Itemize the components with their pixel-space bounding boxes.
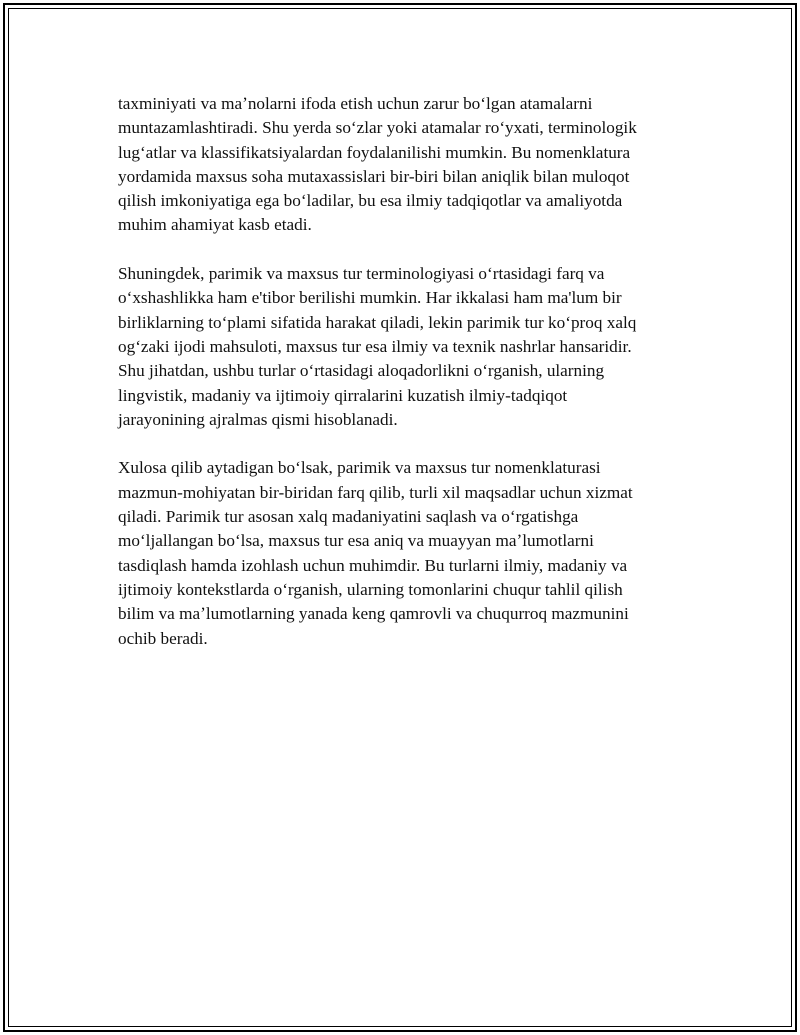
paragraph-1: taxminiyati va maʼnolarni ifoda etish uchun zarur boʻlgan atamalarni muntazamlashtiradi. Shu yerda soʻzlar yoki atamalar roʻyxati, terminologik lugʻatlar va klassifikatsiyalardan foydalanilishi mumkin. Bu nomenklatura yordamida maxsus soha mutaxassislari bir-biri bilan aniqlik bilan muloqot qilish imkoniyatiga ega boʻladilar, bu esa ilmiy tadqiqotlar va amaliyotda muhim ahamiyat kasb etadi. (118, 94, 637, 235)
paragraph-2: Shuningdek, parimik va maxsus tur terminologiyasi oʻrtasidagi farq va oʻxshashlikka ham e'tibor berilishi mumkin. Har ikkalasi ham ma'lum bir birliklarning toʻplami sifatida harakat qiladi, lekin parimik tur koʻproq xalq ogʻzaki ijodi mahsuloti, maxsus tur esa ilmiy va texnik nashrlar hansaridir. Shu jihatdan, ushbu turlar oʻrtasidagi aloqadorlikni oʻrganish, ularning lingvistik, madaniy va ijtimoiy qirralarini kuzatish ilmiy-tadqiqot jarayonining ajralmas qismi hisoblanadi. (118, 264, 637, 429)
paragraph-3: Xulosa qilib aytadigan boʻlsak, parimik va maxsus tur nomenklaturasi mazmun-mohiyatan bir-biridan farq qilib, turli xil maqsadlar uchun xizmat qiladi. Parimik tur asosan xalq madaniyatini saqlash va oʻrgatishga moʻljallangan boʻlsa, maxsus tur esa aniq va muayyan maʼlumotlarni tasdiqlash hamda izohlash uchun muhimdir. Bu turlarni ilmiy, madaniy va ijtimoiy kontekstlarda oʻrganish, ularning tomonlarini chuqur tahlil qilish bilim va maʼlumotlarning yanada keng qamrovli va chuqurroq mazmunini ochib beradi. (118, 458, 633, 648)
document-body (118, 92, 698, 675)
